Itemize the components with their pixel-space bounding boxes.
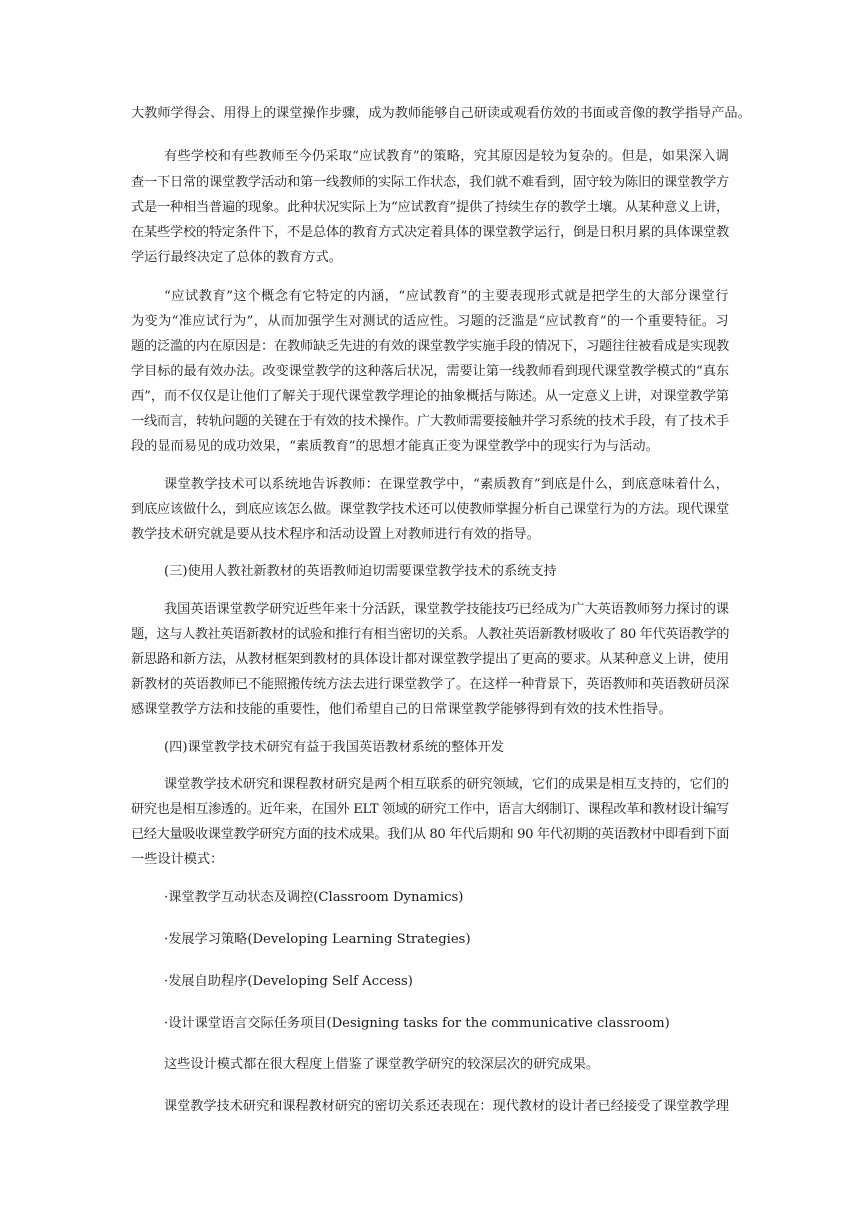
- text-line: 一线而言，转轨问题的关键在于有效的技术操作。广大教师需要接触并学习系统的技术手段，有了技术手: [131, 414, 729, 429]
- text-line: 已经大量吸收课堂教学研究方面的技术成果。我们从 80 年代后期和 90 年代初期的英语教材中即看到下面: [131, 827, 730, 842]
- text-line: ·课堂教学互动状态及调控(Classroom Dynamics): [164, 890, 464, 905]
- text-line: 新思路和新方法，从教材框架到教材的具体设计都对课堂教学提出了更高的要求。从某种意义上讲，使用: [131, 652, 729, 667]
- text-line: 教学技术研究就是要从技术程序和活动设置上对教师进行有效的指导。: [131, 527, 540, 542]
- text-line: 查一下日常的课堂教学活动和第一线教师的实际工作状态，我们就不难看到，固守较为陈旧的课堂教学方: [131, 175, 729, 190]
- text-line: 题，这与人教社英语新教材的试验和推行有相当密切的关系。人教社英语新教材吸收了 80 年代英语教学的: [131, 627, 729, 642]
- text-line: 这些设计模式都在很大程度上借鉴了课堂教学研究的较深层次的研究成果。: [164, 1057, 600, 1072]
- text-line: 课堂教学技术研究和课程教材研究是两个相互联系的研究领域，它们的成果是相互支持的，它们的: [164, 777, 729, 792]
- text-line: ·发展自助程序(Developing Self Access): [164, 974, 413, 989]
- text-line: “应试教育”这个概念有它特定的内涵，“应试教育”的主要表现形式就是把学生的大部分课堂行: [164, 289, 730, 304]
- text-line: 在某些学校的特定条件下，不是总体的教育方式决定着具体的课堂教学运行，倒是日积月累的具体课堂教: [131, 225, 729, 240]
- text-line: 我国英语课堂教学研究近些年来十分活跃，课堂教学技能技巧已经成为广大英语教师努力探讨的课: [164, 602, 729, 617]
- text-line: 学运行最终决定了总体的教育方式。: [131, 250, 342, 265]
- text-line: 题的泛滥的内在原因是：在教师缺乏先进的有效的课堂教学实施手段的情况下，习题往往被看成是实现教: [131, 339, 729, 354]
- text-line: 西”，而不仅仅是让他们了解关于现代课堂教学理论的抽象概括与陈述。从一定意义上讲，对课堂教学第: [131, 389, 729, 404]
- text-line: (三)使用人教社新教材的英语教师迫切需要课堂教学技术的系统支持: [164, 564, 557, 579]
- text-line: 研究也是相互渗透的。近年来，在国外 ELT 领域的研究工作中，语言大纲制订、课程改革和教材设计编写: [131, 802, 729, 817]
- text-line: 为变为“准应试行为”，从而加强学生对测试的适应性。习题的泛滥是“应试教育”的一个重要特征。习: [131, 314, 729, 329]
- text-line: 课堂教学技术研究和课程教材研究的密切关系还表现在：现代教材的设计者已经接受了课堂教学理: [164, 1099, 729, 1114]
- text-line: 感课堂教学方法和技能的重要性，他们希望自己的日常课堂教学能够得到有效的技术性指导。: [131, 702, 672, 717]
- text-line: 到底应该做什么，到底应该怎么做。课堂教学技术还可以使教师掌握分析自己课堂行为的方法。现代课堂: [131, 502, 729, 517]
- text-line: 段的显而易见的成功效果，“素质教育”的思想才能真正变为课堂教学中的现实行为与活动。: [131, 439, 659, 454]
- text-line: 一些设计模式：: [131, 852, 224, 867]
- text-line: 新教材的英语教师已不能照搬传统方法去进行课堂教学了。在这样一种背景下，英语教师和英语教研员深: [131, 677, 729, 692]
- text-line: 课堂教学技术可以系统地告诉教师：在课堂教学中，“素质教育”到底是什么，到底意味着什么，: [164, 477, 730, 492]
- text-line: 大教师学得会、用得上的课堂操作步骤，成为教师能够自己研读或观看仿效的书面或音像的教学指导产品。: [131, 106, 751, 121]
- text-line: ·设计课堂语言交际任务项目(Designing tasks for the communicative classroom): [164, 1016, 670, 1031]
- text-line: 有些学校和有些教师至今仍采取“应试教育”的策略，究其原因是较为复杂的。但是，如果深入调: [164, 149, 730, 164]
- text-line: ·发展学习策略(Developing Learning Strategies): [164, 932, 471, 947]
- text-line: 式是一种相当普遍的现象。此种状况实际上为“应试教育”提供了持续生存的教学土壤。从某种意义上讲，: [131, 200, 729, 215]
- text-line: 学目标的最有效办法。改变课堂教学的这种落后状况，需要让第一线教师看到现代课堂教学模式的“真东: [131, 364, 729, 379]
- text-line: (四)课堂教学技术研究有益于我国英语教材系统的整体开发: [164, 740, 504, 755]
